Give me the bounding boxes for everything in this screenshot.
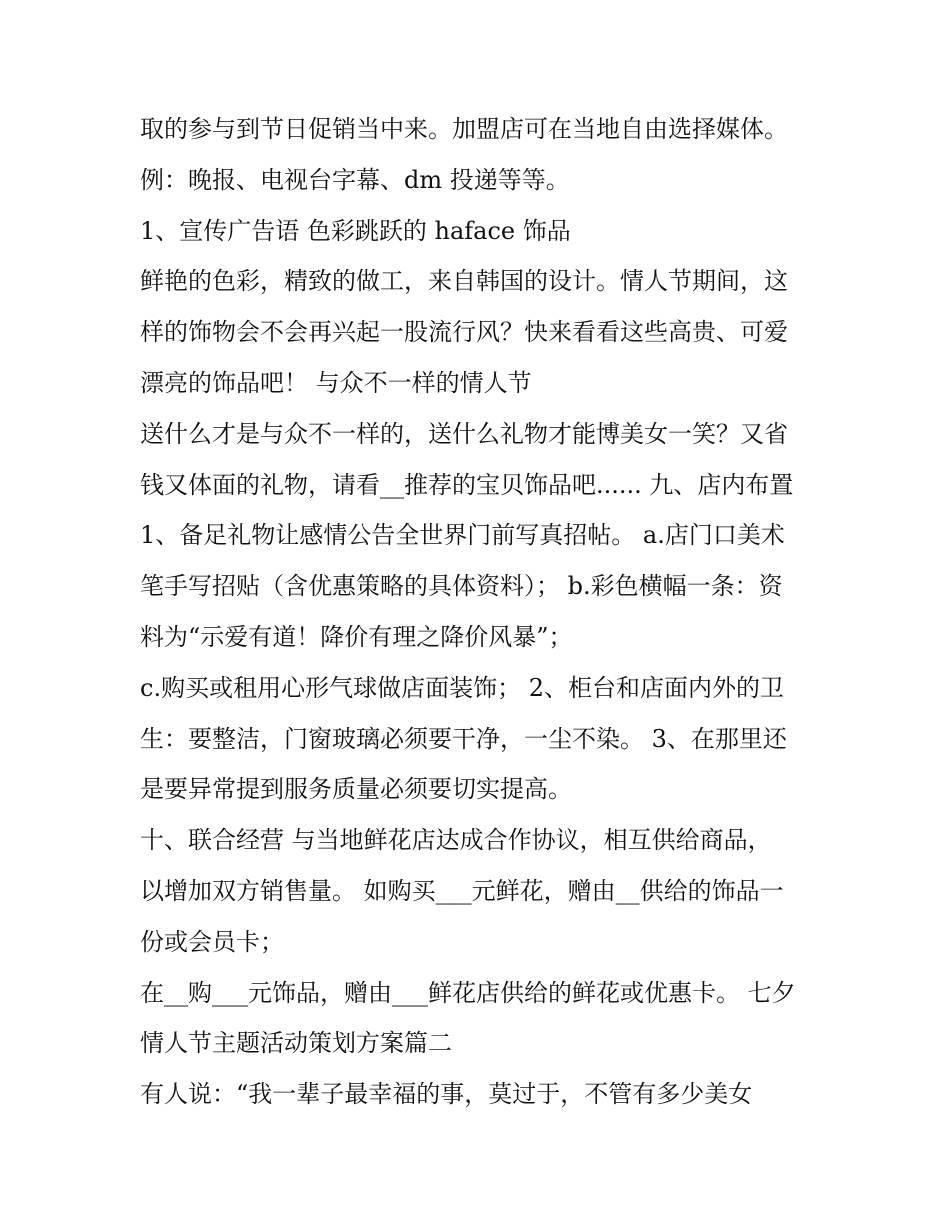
text-line: 份或会员卡； bbox=[140, 927, 284, 956]
text-line: 有人说：“我一辈子最幸福的事，莫过于，不管有多少美女 bbox=[140, 1080, 753, 1109]
text-line: 情人节主题活动策划方案篇二 bbox=[140, 1029, 452, 1058]
text-line: 1、宣传广告语 色彩跳跃的 haface 饰品 bbox=[140, 216, 571, 245]
text-line: 生：要整洁，门窗玻璃必须要干净，一尘不染。 3、在那里还 bbox=[140, 724, 787, 753]
text-line: 送什么才是与众不一样的，送什么礼物才能博美女一笑？又省 bbox=[140, 419, 788, 448]
text-line: c.购买或租用心形气球做店面装饰； 2、柜台和店面内外的卫 bbox=[140, 673, 784, 702]
text-line: 以增加双方销售量。 如购买___元鲜花，赠由__供给的饰品一 bbox=[140, 876, 784, 905]
text-line: 料为“示爱有道！降价有理之降价风暴”； bbox=[140, 622, 573, 651]
text-line: 鲜艳的色彩，精致的做工，来自韩国的设计。情人节期间，这 bbox=[140, 267, 788, 296]
text-line: 漂亮的饰品吧！ 与众不一样的情人节 bbox=[140, 368, 532, 397]
document-body bbox=[140, 104, 820, 1120]
text-line: 是要异常提到服务质量必须要切实提高。 bbox=[140, 775, 572, 804]
text-line: 样的饰物会不会再兴起一股流行风？快来看看这些高贵、可爱 bbox=[140, 318, 788, 347]
text-line: 笔手写招贴（含优惠策略的具体资料）； b.彩色横幅一条：资 bbox=[140, 572, 783, 601]
text-line: 在__购___元饰品，赠由___鲜花店供给的鲜花或优惠卡。 七夕 bbox=[140, 978, 796, 1007]
text-line: 十、联合经营 与当地鲜花店达成合作协议，相互供给商品， bbox=[140, 826, 772, 855]
text-line: 钱又体面的礼物，请看__推荐的宝贝饰品吧...... 九、店内布置 bbox=[140, 470, 794, 499]
text-line: 取的参与到节日促销当中来。加盟店可在当地自由选择媒体。 bbox=[140, 115, 788, 143]
text-line: 例：晚报、电视台字幕、dm 投递等等。 bbox=[140, 165, 570, 194]
text-line: 1、备足礼物让感情公告全世界门前写真招帖。 a.店门口美术 bbox=[140, 521, 785, 550]
